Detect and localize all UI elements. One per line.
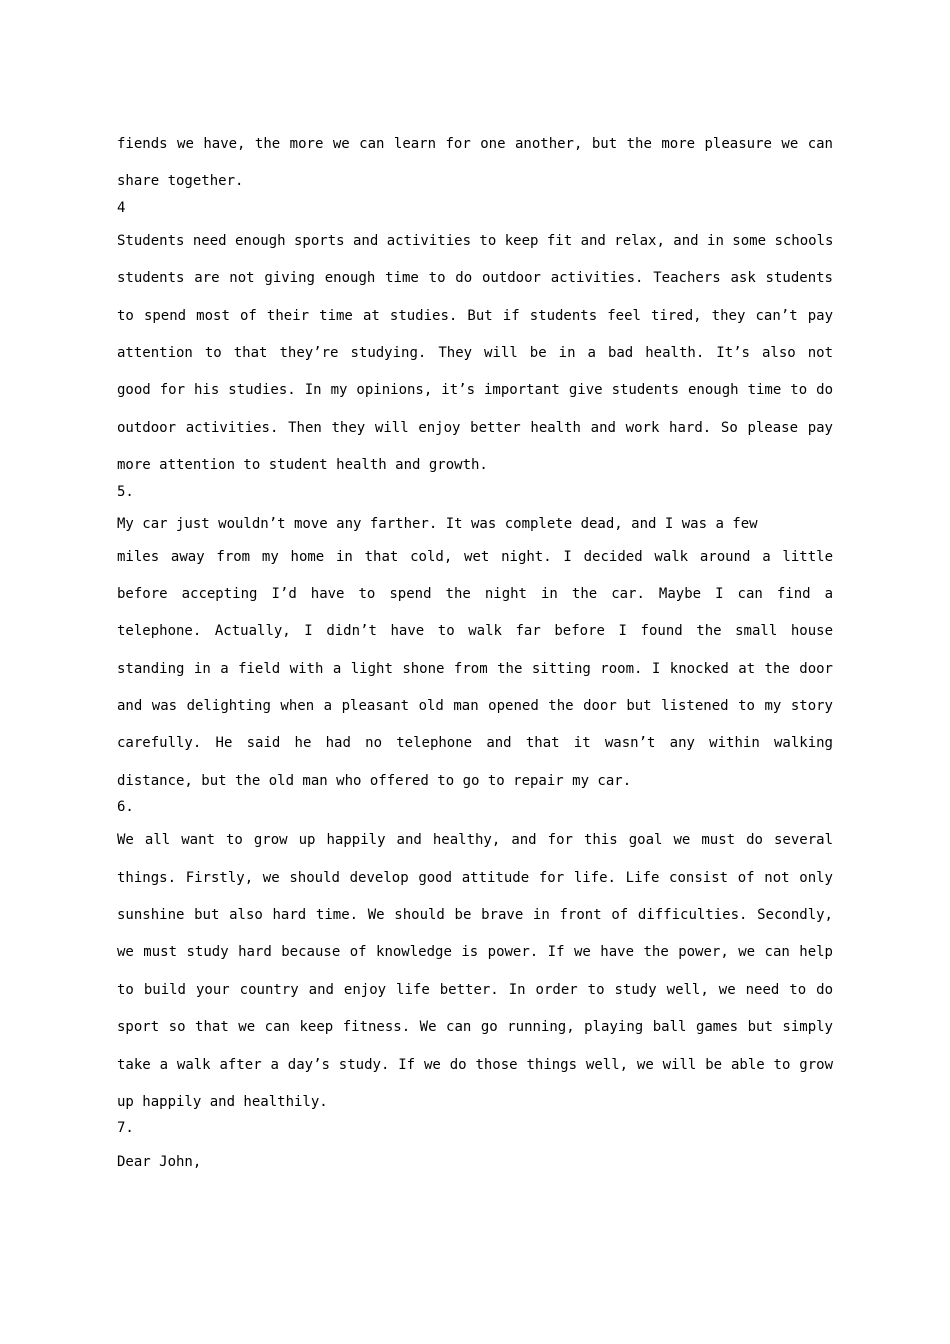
text-line: more attention to student health and growth. <box>117 457 488 474</box>
paragraph-friends <box>117 126 833 201</box>
item-number: 5. <box>117 483 134 500</box>
text-line: take a walk after a day’s study. If we do those things well, we will be able to grow <box>117 1056 833 1073</box>
paragraph-outdoor-activities <box>117 223 833 485</box>
text-line: We all want to grow up happily and healthy, and for this goal we must do several <box>117 832 833 849</box>
text-line: we must study hard because of knowledge is power. If we have the power, we can help <box>117 944 833 961</box>
text-line: carefully. He said he had no telephone and that it wasn’t any within walking <box>117 735 833 752</box>
text-line: Students need enough sports and activities to keep fit and relax, and in some schools <box>117 232 833 249</box>
text-line: fiends we have, the more we can learn for one another, but the more pleasure we can <box>117 136 833 152</box>
text-line: telephone. Actually, I didn’t have to walk far before I found the small house <box>117 623 833 640</box>
document-page <box>117 126 833 1177</box>
text-line: share together. <box>117 173 244 190</box>
text-line: attention to that they’re studying. They will be in a bad health. It’s also not <box>117 344 833 361</box>
text-line: to build your country and enjoy life better. In order to study well, we need to do <box>117 981 833 998</box>
text-line: before accepting I’d have to spend the night in the car. Maybe I can find a <box>117 585 833 602</box>
text-line: standing in a field with a light shone from the sitting room. I knocked at the door <box>117 660 833 677</box>
item-number: 4 <box>117 199 126 216</box>
text-line: to spend most of their time at studies. But if students feel tired, they can’t pay <box>117 307 833 324</box>
text-line: My car just wouldn’t move any farther. It was complete dead, and I was a few <box>117 515 758 532</box>
paragraph-grow-up <box>117 822 833 1121</box>
item-number: 6. <box>117 799 134 816</box>
text-line: outdoor activities. Then they will enjoy better health and work hard. So please pay <box>117 419 833 436</box>
text-line: and was delighting when a pleasant old man opened the door but listened to my story <box>117 698 833 715</box>
item-number: 7. <box>117 1120 134 1137</box>
text-line: sunshine but also hard time. We should be brave in front of difficulties. Secondly, <box>117 907 833 924</box>
paragraph-car-story <box>117 507 833 801</box>
text-line: up happily and healthily. <box>117 1093 328 1110</box>
text-line: good for his studies. In my opinions, it’s important give students enough time to do <box>117 382 833 399</box>
letter-salutation: Dear John, <box>117 1154 202 1171</box>
text-line: distance, but the old man who offered to go to repair my car. <box>117 772 632 789</box>
text-line: sport so that we can keep fitness. We can go running, playing ball games but simply <box>117 1019 833 1036</box>
text-line: things. Firstly, we should develop good attitude for life. Life consist of not only <box>117 869 833 886</box>
text-line: miles away from my home in that cold, wet night. I decided walk around a little <box>117 548 833 565</box>
text-line: students are not giving enough time to do outdoor activities. Teachers ask students <box>117 270 833 287</box>
